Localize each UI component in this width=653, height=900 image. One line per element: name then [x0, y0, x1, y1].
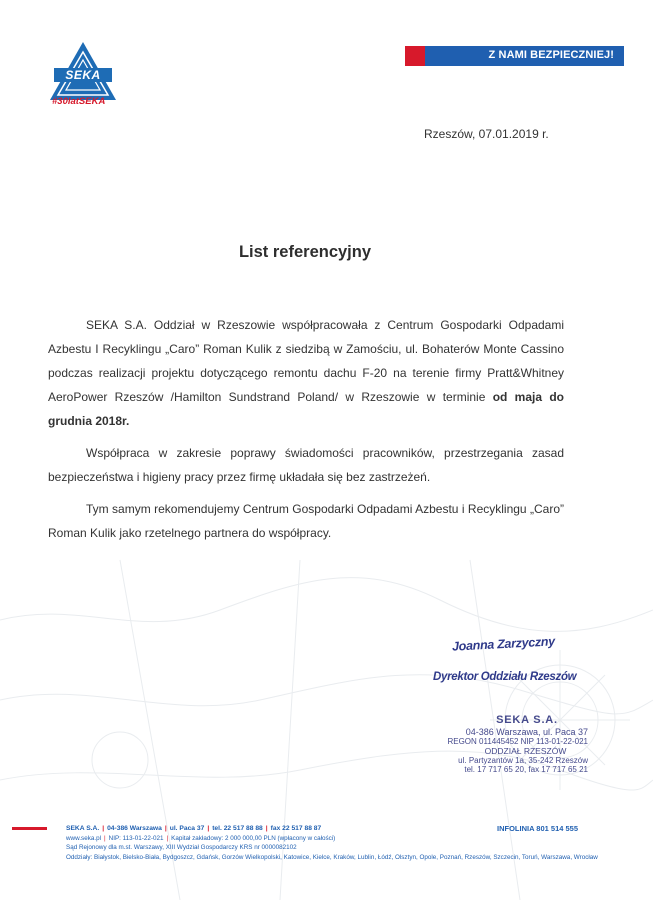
footer-court: Sąd Rejonowy dla m.st. Warszawy, XIII Wydział Gospodarczy KRS nr 0000082102	[66, 844, 297, 851]
slogan-red-accent	[405, 46, 425, 66]
stamp-phone: tel. 17 717 65 20, fax 17 717 65 21	[464, 765, 588, 774]
hashtag: #30latSEKA	[52, 96, 106, 107]
letter-date: Rzeszów, 07.01.2019 r.	[424, 127, 549, 141]
company-stamp	[438, 714, 588, 774]
signature-role: Dyrektor Oddziału Rzeszów	[433, 671, 577, 683]
letter-body	[48, 313, 564, 545]
paragraph-2: Współpraca w zakresie poprawy świadomości pracowników, przestrzegania zasad bezpieczeństwa i higieny pracy przez firmę układała się bez zastrzeżeń.	[48, 446, 564, 484]
stamp-company: SEKA S.A.	[496, 714, 558, 726]
footer-fax: fax 22 517 88 87	[270, 825, 322, 832]
letter-title: List referencyjny	[238, 243, 372, 261]
stamp-regon: REGON 011445452 NIP 113-01-22-021	[447, 737, 588, 746]
footer-hotline: INFOLINIA 801 514 555	[497, 824, 579, 833]
footer-legal-line: www.seka.pl | NIP: 113-01-22-021 | Kapitał zakładowy: 2 000 000,00 PLN (wpłacony w całości)	[66, 835, 336, 842]
paragraph-1	[48, 313, 564, 433]
paragraph-1-bold: od maja do grudnia 2018r.	[48, 390, 564, 428]
signature-name: Joanna Zarzyczny	[451, 634, 556, 654]
footer-street: ul. Paca 37	[169, 825, 205, 832]
footer-capital: Kapitał zakładowy: 2 000 000,00 PLN (wpłacony w całości)	[171, 835, 336, 842]
stamp-address: 04-386 Warszawa, ul. Paca 37	[465, 727, 588, 737]
footer-red-bar	[12, 827, 47, 830]
slogan-text: Z NAMI BEZPIECZNIEJ!	[488, 49, 614, 61]
stamp-branch-address: ul. Partyzantów 1a, 35-242 Rzeszów	[458, 756, 588, 765]
logo-wordmark: SEKA	[54, 68, 112, 82]
paragraph-1-text: SEKA S.A. Oddział w Rzeszowie współpracowała z Centrum Gospodarki Odpadami Azbestu I Recyklingu „Caro” Roman Kulik z siedzibą w Zamościu, ul. Bohaterów Monte Cassino podczas realizacji projektu dotyczącego remontu dachu F-20 na terenie firmy Pratt&Whitney AeroPower Rzeszów /Hamilton Sundstrand Poland/ w Rzeszowie w terminie	[48, 318, 564, 404]
slogan-banner	[405, 46, 624, 66]
footer-web[interactable]: www.seka.pl	[66, 835, 101, 842]
stamp-branch: ODDZIAŁ RZESZÓW	[484, 746, 567, 756]
footer-company: SEKA S.A.	[66, 825, 100, 832]
footer-tel: tel. 22 517 88 88	[212, 825, 263, 832]
paragraph-3: Tym samym rekomendujemy Centrum Gospodarki Odpadami Azbestu i Recyklingu „Caro” Roman Kulik jako rzetelnego partnera do współpracy.	[48, 502, 564, 540]
footer-address: 04-386 Warszawa	[107, 825, 162, 832]
footer-nip: NIP: 113-01-22-021	[108, 835, 164, 842]
footer-branches: Oddziały: Białystok, Bielsko-Biała, Bydgoszcz, Gdańsk, Gorzów Wielkopolski, Katowice, Kielce, Kraków, Lublin, Łódź, Olsztyn, Opole, Poznań, Rzeszów, Szczecin, Toruń, Warszawa, Wrocław	[66, 854, 598, 861]
footer-contact-line: SEKA S.A. | 04-386 Warszawa | ul. Paca 37 | tel. 22 517 88 88 | fax 22 517 88 87	[66, 825, 322, 832]
